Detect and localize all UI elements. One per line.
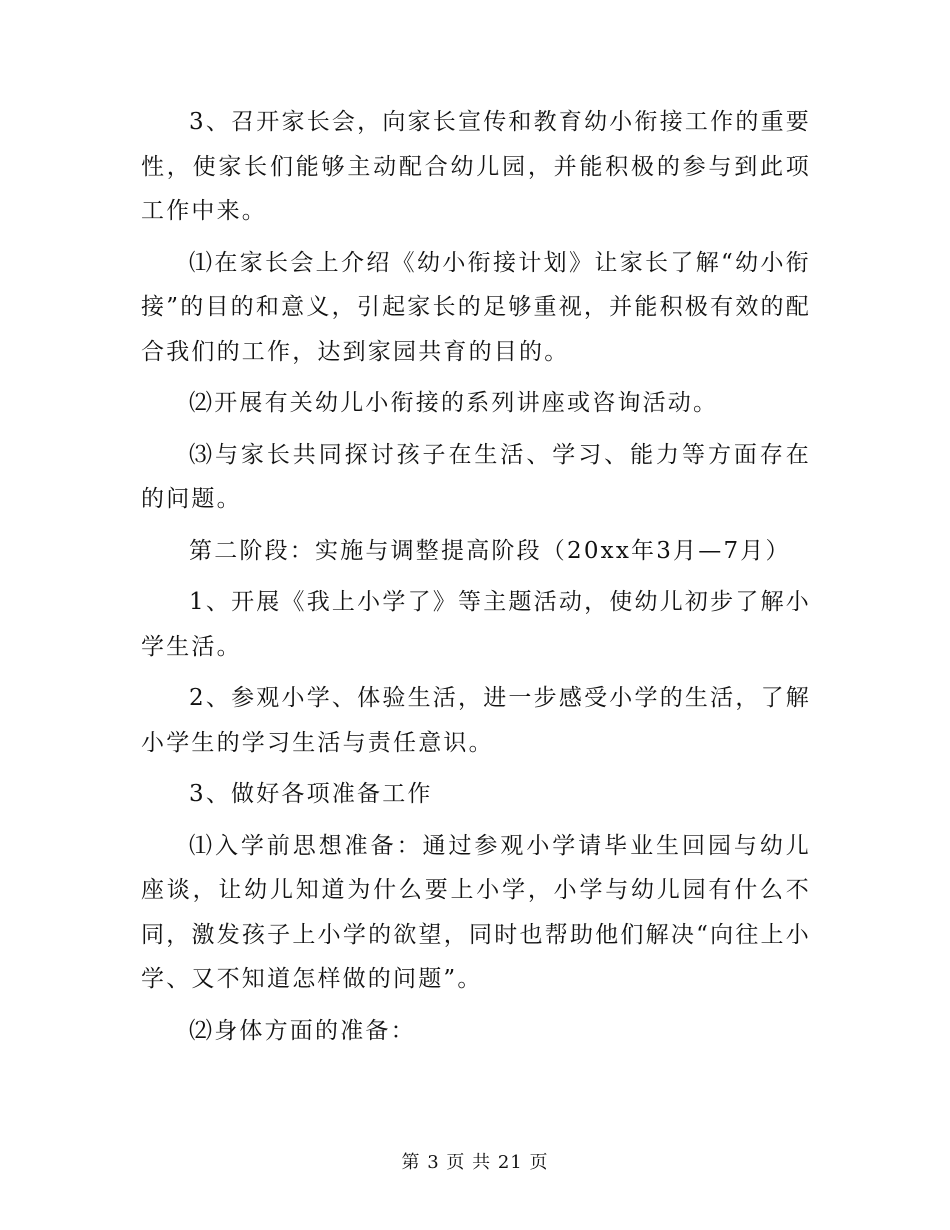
- paragraph-10: ⑵身体方面的准备：: [189, 1017, 416, 1044]
- paragraph-9: ⑴入学前思想准备：通过参观小学请毕业生回园与幼儿座谈，让幼儿知道为什么要上小学，小学与幼儿园有什么不同，激发孩子上小学的欲望，同时也帮助他们解决“向往上小学、又不知道怎样做的问题”。: [141, 832, 811, 992]
- paragraph-6: 1、开展《我上小学了》等主题活动，使幼儿初步了解小学生活。: [141, 589, 811, 660]
- paragraph-7: 2、参观小学、体验生活，进一步感受小学的生活，了解小学生的学习生活与责任意识。: [141, 685, 811, 756]
- section-heading-stage-two: 第二阶段：实施与调整提高阶段（20xx年3月—7月）: [189, 537, 791, 564]
- paragraph-2: ⑴在家长会上介绍《幼小衔接计划》让家长了解“幼小衔接”的目的和意义，引起家长的足够重视，并能积极有效的配合我们的工作，达到家园共育的目的。: [141, 249, 811, 365]
- document-body: [141, 100, 811, 1053]
- paragraph-8: 3、做好各项准备工作: [189, 781, 433, 807]
- paragraph-3: ⑵开展有关幼儿小衔接的系列讲座或咨询活动。: [189, 390, 719, 416]
- page-footer: [0, 1148, 950, 1174]
- page-number: 第 3 页 共 21 页: [401, 1152, 549, 1173]
- paragraph-1: 3、召开家长会，向家长宣传和教育幼小衔接工作的重要性，使家长们能够主动配合幼儿园，并能积极的参与到此项工作中来。: [141, 109, 811, 224]
- paragraph-4: ⑶与家长共同探讨孩子在生活、学习、能力等方面存在的问题。: [141, 441, 811, 512]
